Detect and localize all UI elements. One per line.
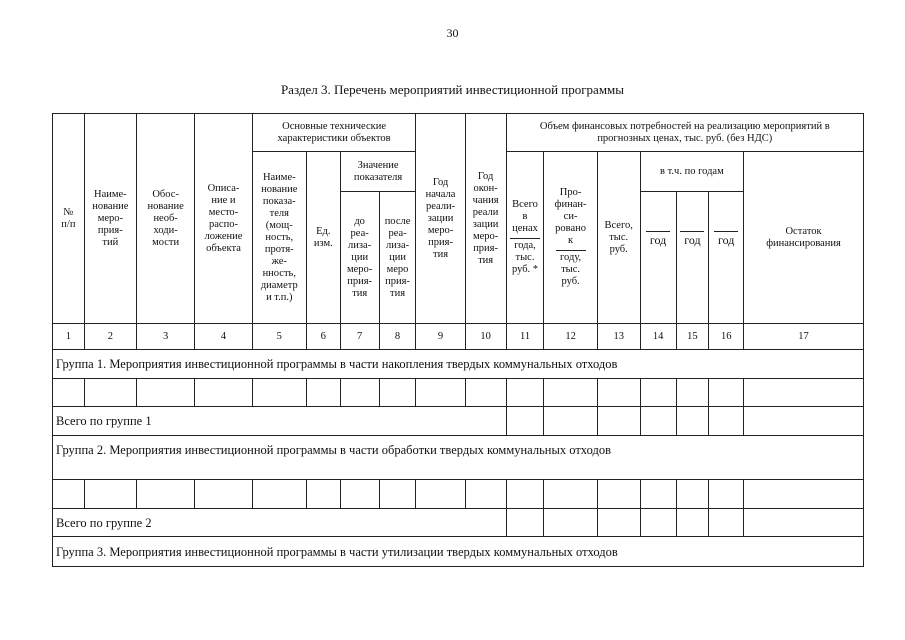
group-1-title: Группа 1. Мероприятия инвестиционной программы в части накопления твердых коммунальных отходов xyxy=(53,350,864,379)
blank-year-line xyxy=(510,238,540,239)
column-number: 7 xyxy=(340,324,379,350)
table-cell xyxy=(416,480,465,509)
header-year-14 xyxy=(640,192,676,324)
table-cell xyxy=(465,379,506,407)
total-prices-bottom: года, тыс. руб. * xyxy=(511,240,539,275)
table-cell xyxy=(465,480,506,509)
year-word: год xyxy=(649,232,667,247)
blank-year-line xyxy=(714,231,738,232)
column-number: 14 xyxy=(640,324,676,350)
column-number: 2 xyxy=(84,324,136,350)
table-cell xyxy=(195,480,252,509)
investment-measures-table xyxy=(52,113,864,567)
table-cell xyxy=(544,407,597,436)
table-cell xyxy=(84,379,136,407)
table-cell xyxy=(306,379,340,407)
prefinanced-bottom: году, тыс. руб. xyxy=(559,252,582,287)
table-cell xyxy=(597,480,640,509)
table-cell xyxy=(84,480,136,509)
table-cell xyxy=(252,379,306,407)
table-cell xyxy=(640,480,676,509)
header-tech-characteristics: Основные технические характеристики объектов xyxy=(252,114,416,152)
table-cell xyxy=(252,480,306,509)
column-number: 3 xyxy=(136,324,194,350)
group-2-title: Группа 2. Мероприятия инвестиционной программы в части обработки твердых коммунальных отходов xyxy=(53,436,864,480)
column-number-row xyxy=(53,324,864,350)
column-number: 4 xyxy=(195,324,252,350)
header-indicator-value: Значение показателя xyxy=(340,152,416,192)
column-number: 12 xyxy=(544,324,597,350)
table-cell xyxy=(544,480,597,509)
column-number: 15 xyxy=(676,324,709,350)
table-cell xyxy=(506,379,544,407)
header-total-in-prices xyxy=(506,152,544,324)
header-justification: Обос- нование необ- ходи- мости xyxy=(136,114,194,324)
column-number: 6 xyxy=(306,324,340,350)
column-number: 10 xyxy=(465,324,506,350)
column-number: 1 xyxy=(53,324,85,350)
header-prefinanced xyxy=(544,152,597,324)
header-before: до реа- лиза- ции меро- прия- тия xyxy=(340,192,379,324)
year-word: год xyxy=(717,232,735,247)
column-number: 5 xyxy=(252,324,306,350)
table-cell xyxy=(676,509,709,537)
table-cell xyxy=(744,509,864,537)
table-cell xyxy=(744,407,864,436)
table-cell xyxy=(53,379,85,407)
group-3-title: Группа 3. Мероприятия инвестиционной программы в части утилизации твердых коммунальных отходов xyxy=(53,537,864,567)
group-2-total-label: Всего по группе 2 xyxy=(53,509,507,537)
table-row xyxy=(53,480,864,509)
prefinanced-top: Про- финан- си- ровано к xyxy=(554,187,587,246)
table-cell xyxy=(640,509,676,537)
header-total-thousand: Всего, тыс. руб. xyxy=(597,152,640,324)
header-num: № п/п xyxy=(53,114,85,324)
header-remainder: Остаток финансирования xyxy=(744,152,864,324)
table-cell xyxy=(379,480,416,509)
header-unit: Ед. изм. xyxy=(306,152,340,324)
table-cell xyxy=(136,480,194,509)
table-cell xyxy=(640,407,676,436)
header-year-start: Год начала реали- зации меро- прия- тия xyxy=(416,114,465,324)
table-cell xyxy=(53,480,85,509)
column-number: 11 xyxy=(506,324,544,350)
blank-year-line xyxy=(556,250,586,251)
table-cell xyxy=(136,379,194,407)
blank-year-line xyxy=(646,231,670,232)
header-description: Описа- ние и место- распо- ложение объекта xyxy=(195,114,252,324)
table-cell xyxy=(544,509,597,537)
table-cell xyxy=(506,480,544,509)
table-cell xyxy=(416,379,465,407)
table-cell xyxy=(597,509,640,537)
table-cell xyxy=(709,379,744,407)
total-prices-top: Всего в ценах xyxy=(512,199,538,234)
table-cell xyxy=(544,379,597,407)
page-number: 30 xyxy=(446,26,459,40)
table-cell xyxy=(709,509,744,537)
section-title: Раздел 3. Перечень мероприятий инвестиционной программы xyxy=(280,82,625,97)
header-finance-volume: Объем финансовых потребностей на реализацию мероприятий в прогнозных ценах, тыс. руб. (без НДС) xyxy=(506,114,863,152)
table-row xyxy=(53,379,864,407)
table-cell xyxy=(597,407,640,436)
table-cell xyxy=(676,379,709,407)
column-number: 13 xyxy=(597,324,640,350)
header-name: Наиме- нование меро- прия- тий xyxy=(84,114,136,324)
column-number: 8 xyxy=(379,324,416,350)
table-cell xyxy=(676,407,709,436)
column-number: 9 xyxy=(416,324,465,350)
column-number: 16 xyxy=(709,324,744,350)
group-1-total-label: Всего по группе 1 xyxy=(53,407,507,436)
header-year-16 xyxy=(709,192,744,324)
table-cell xyxy=(340,480,379,509)
header-year-15 xyxy=(676,192,709,324)
blank-year-line xyxy=(680,231,704,232)
year-word: год xyxy=(684,232,701,247)
table-cell xyxy=(506,509,544,537)
table-cell xyxy=(379,379,416,407)
table-cell xyxy=(676,480,709,509)
header-indicator-name: Наиме- нование показа- теля (мощ- ность, протя- же- нность, диаметр и т.п.) xyxy=(252,152,306,324)
table-cell xyxy=(306,480,340,509)
table-cell xyxy=(195,379,252,407)
table-cell xyxy=(709,480,744,509)
header-after: после реа- лиза- ции меро прия- тия xyxy=(379,192,416,324)
header-by-years: в т.ч. по годам xyxy=(640,152,743,192)
header-year-end: Год окон- чания реали зации меро- прия- тия xyxy=(465,114,506,324)
table-cell xyxy=(340,379,379,407)
table-cell xyxy=(744,480,864,509)
column-number: 17 xyxy=(744,324,864,350)
table-cell xyxy=(506,407,544,436)
table-cell xyxy=(597,379,640,407)
table-cell xyxy=(709,407,744,436)
table-cell xyxy=(744,379,864,407)
table-cell xyxy=(640,379,676,407)
